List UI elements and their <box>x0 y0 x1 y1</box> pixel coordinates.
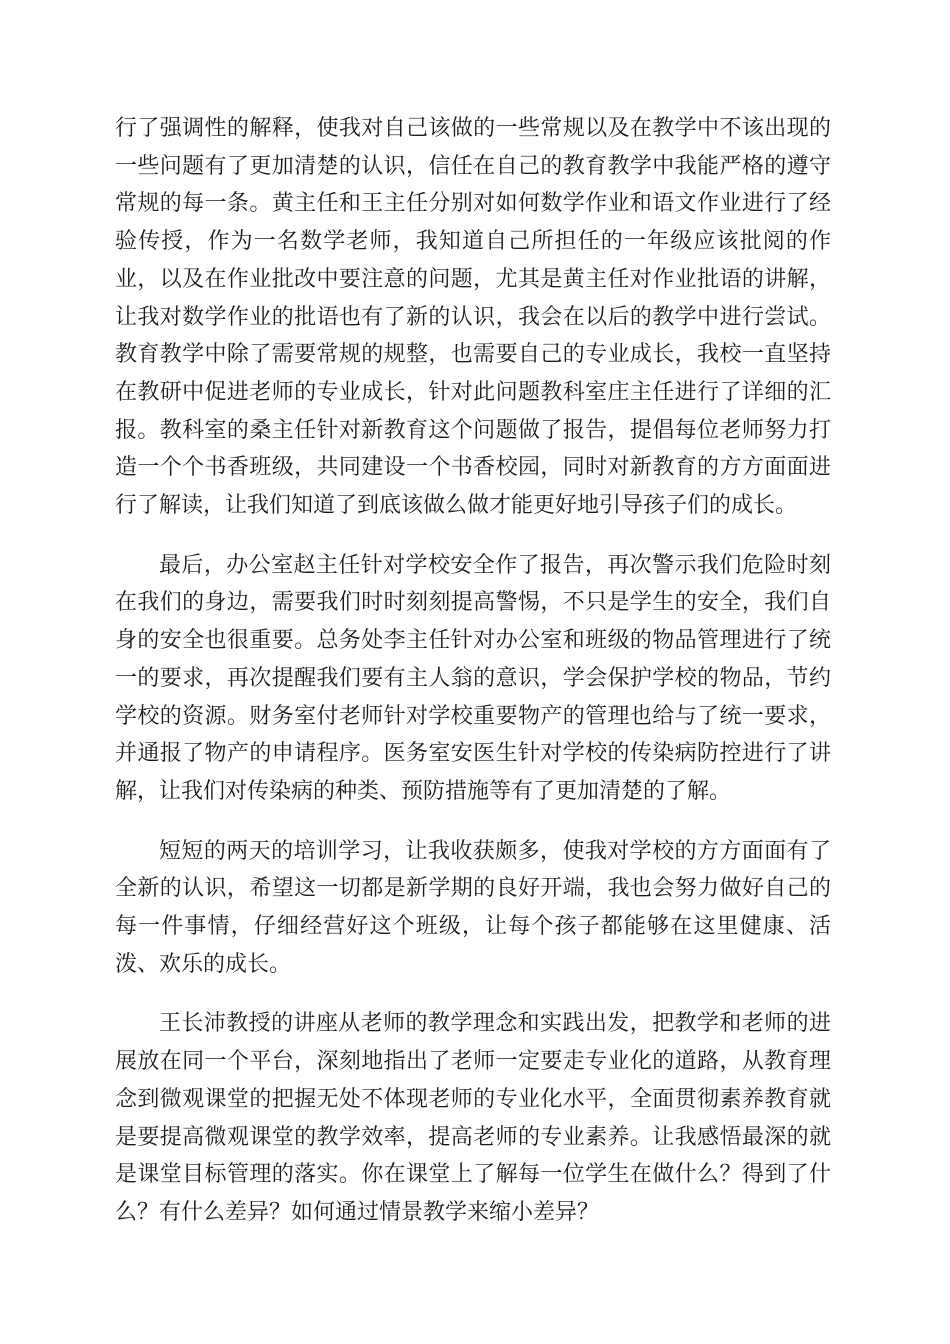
paragraph-safety-report: 最后，办公室赵主任针对学校安全作了报告，再次警示我们危险时刻在我们的身边，需要我们时时刻刻提高警惕，不只是学生的安全，我们自身的安全也很重要。总务处李主任针对办公室和班级的物品管理进行了统一的要求，再次提醒我们要有主人翁的意识，学会保护学校的物品，节约学校的资源。财务室付老师针对学校重要物产的管理也给与了统一要求，并通报了物产的申请程序。医务室安医生针对学校的传染病防控进行了讲解，让我们对传染病的种类、预防措施等有了更加清楚的了解。 <box>115 552 831 804</box>
document-body <box>115 110 831 1254</box>
paragraph-lecture-reflection: 王长沛教授的讲座从老师的教学理念和实践出发，把教学和老师的进展放在同一个平台，深刻地指出了老师一定要走专业化的道路，从教育理念到微观课堂的把握无处不体现老师的专业化水平，全面贯彻素养教育就是要提高微观课堂的教学效率，提高老师的专业素养。让我感悟最深的就是课堂目标管理的落实。你在课堂上了解每一位学生在做什么？得到了什么？有什么差异？如何通过情景教学来缩小差异？ <box>115 1011 831 1225</box>
paragraph-training-summary: 短短的两天的培训学习，让我收获颇多，使我对学校的方方面面有了全新的认识，希望这一切都是新学期的良好开端，我也会努力做好自己的每一件事情，仔细经营好这个班级，让每个孩子都能够在这里健康、活泼、欢乐的成长。 <box>115 838 831 977</box>
paragraph-continuation: 行了强调性的解释，使我对自己该做的一些常规以及在教学中不该出现的一些问题有了更加清楚的认识，信任在自己的教育教学中我能严格的遵守常规的每一条。黄主任和王主任分别对如何数学作业和语文作业进行了经验传授，作为一名数学老师，我知道自己所担任的一年级应该批阅的作业，以及在作业批改中要注意的问题，尤其是黄主任对作业批语的讲解，让我对数学作业的批语也有了新的认识，我会在以后的教学中进行尝试。教育教学中除了需要常规的规整，也需要自己的专业成长，我校一直坚持在教研中促进老师的专业成长，针对此问题教科室庄主任进行了详细的汇报。教科室的桑主任针对新教育这个问题做了报告，提倡每位老师努力打造一个个书香班级，共同建设一个书香校园，同时对新教育的方方面面进行了解读，让我们知道了到底该做么做才能更好地引导孩子们的成长。 <box>115 116 831 519</box>
